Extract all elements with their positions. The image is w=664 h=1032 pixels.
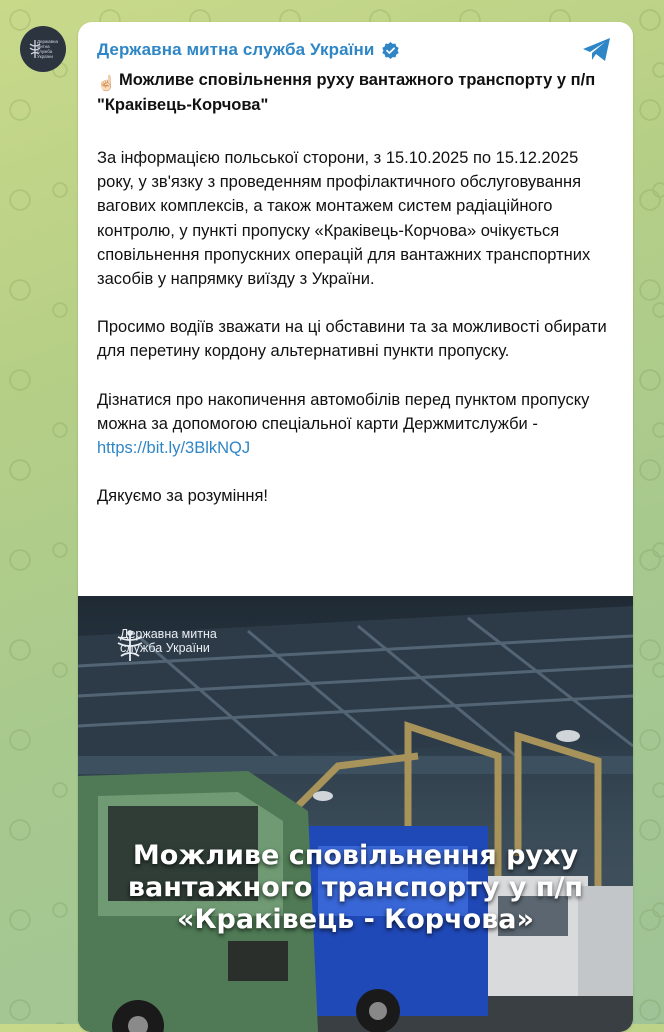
pointing-finger-icon: ☝🏻 <box>97 75 116 92</box>
truck-terminal-illustration <box>78 596 633 1032</box>
paragraph-map-text: Дізнатися про накопичення автомобілів перед пунктом пропуску можна за допомогою спеціальної карти Держмитслужби - <box>97 390 590 433</box>
message-card[interactable] <box>78 22 633 1032</box>
paragraph-info: За інформацією польської сторони, з 15.10.2025 по 15.12.2025 року, у зв'язку з проведенням профілактичного обслуговування вагових комплексів, а також монтажем систем радіаційного контролю, у пункті пропуску «Краківець-Корчова» очікується сповільнення пропускних операцій для вантажних транспортних засобів у напрямку виїзду з України. <box>97 149 591 289</box>
map-link[interactable]: https://bit.ly/3BlkNQJ <box>97 439 251 458</box>
avatar-label: Державна митна служба України <box>37 39 58 59</box>
verified-badge-icon <box>381 41 400 60</box>
paragraph-thanks: Дякуємо за розуміння! <box>97 487 268 506</box>
post-photo[interactable] <box>78 596 633 1032</box>
photo-logo-label: Державна митна служба України <box>120 627 217 655</box>
post-body <box>97 146 617 532</box>
paragraph-map <box>97 388 617 461</box>
message-header <box>97 36 613 64</box>
paragraph-request: Просимо водіїв зважати на ці обставини та за можливості обирати для перетину кордону альтернативні пункти пропуску. <box>97 318 607 361</box>
customs-emblem-icon <box>112 628 148 664</box>
customs-emblem-icon <box>28 39 42 59</box>
photo-customs-logo <box>112 628 240 655</box>
photo-title: Можливе сповільнення руху вантажного транспорту у п/п «Краківець - Корчова» <box>127 840 584 935</box>
post-headline-block <box>97 68 617 117</box>
channel-name-link[interactable]: Державна митна служба України <box>97 40 375 59</box>
telegram-icon[interactable] <box>581 36 613 64</box>
channel-avatar[interactable] <box>20 26 66 72</box>
post-headline: Можливе сповільнення руху вантажного транспорту у п/п "Краківець-Корчова" <box>97 71 596 114</box>
